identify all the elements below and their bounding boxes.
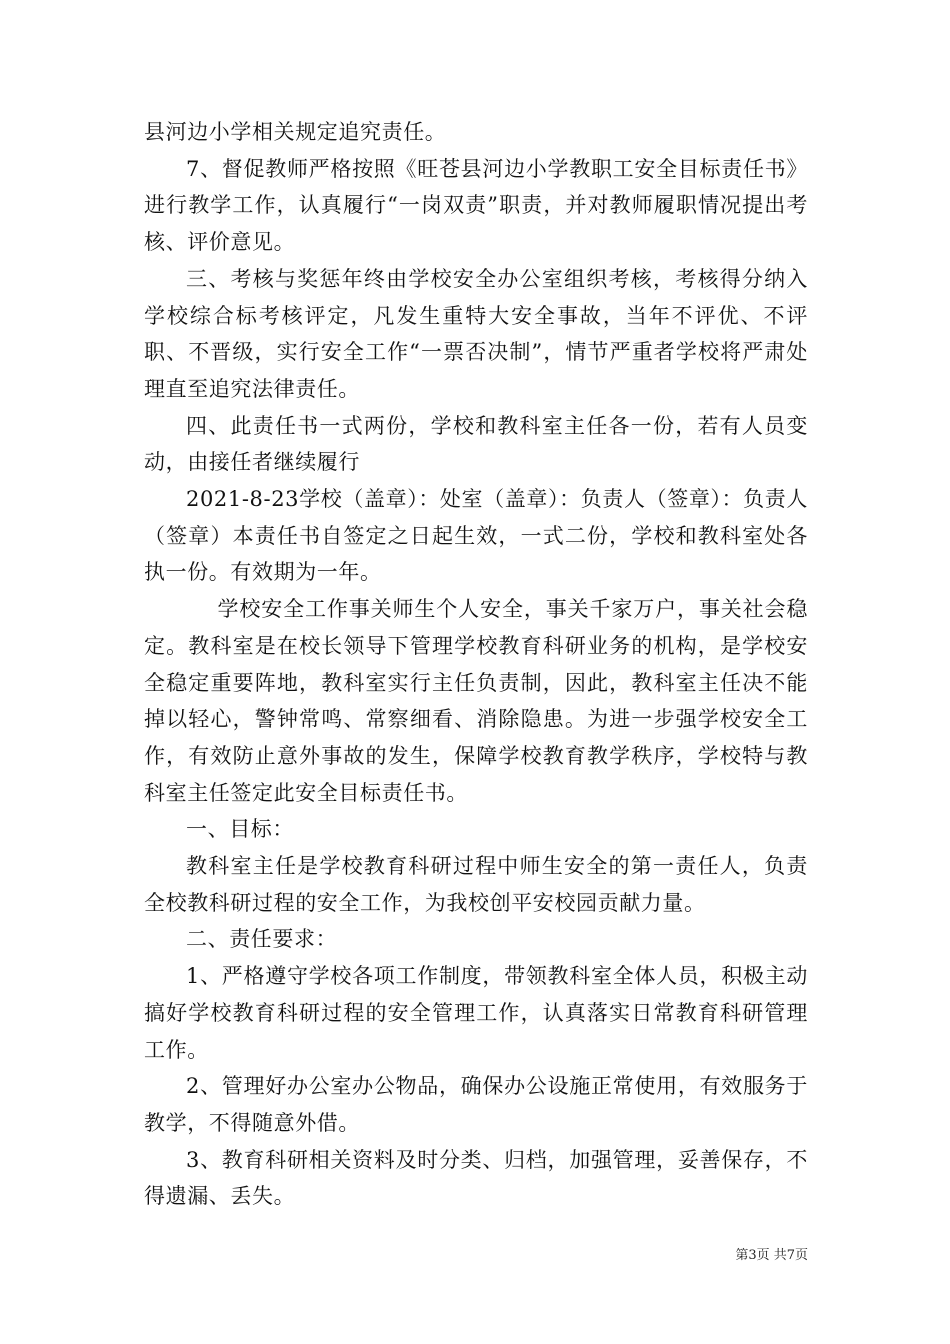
document-body: [144, 114, 808, 1215]
paragraph-section-4: 四、此责任书一式两份，学校和教科室主任各一份，若有人员变动，由接任者继续履行: [144, 413, 808, 475]
page-number: 第3页 共7页: [735, 1248, 808, 1263]
paragraph-item-2: 2、管理好办公室办公物品，确保办公设施正常使用，有效服务于教学，不得随意外借。: [144, 1074, 808, 1135]
paragraph-section-3: 三、考核与奖惩年终由学校安全办公室组织考核，考核得分纳入学校综合标考核评定，凡发生重特大安全事故，当年不评优、不评职、不晋级，实行安全工作“一票否决制”，情节严重者学校将严肃处理直至追究法律责任。: [144, 266, 808, 401]
paragraph-goal: 教科室主任是学校教育科研过程中师生安全的第一责任人，负责全校教科研过程的安全工作，为我校创平安校园贡献力量。: [144, 854, 808, 915]
heading-goal: 一、目标：: [186, 817, 294, 842]
paragraph-intro: 学校安全工作事关师生个人安全，事关千家万户，事关社会稳定。教科室是在校长领导下管理学校教育科研业务的机构，是学校安全稳定重要阵地，教科室实行主任负责制，因此，教科室主任决不能掉以轻心，警钟常鸣、常察细看、消除隐患。为进一步强学校安全工作，有效防止意外事故的发生，保障学校教育教学秩序，学校特与教科室主任签定此安全目标责任书。: [144, 597, 808, 805]
paragraph-item-3: 3、教育科研相关资料及时分类、归档，加强管理，妥善保存，不得遗漏、丢失。: [144, 1147, 808, 1209]
paragraph-item-1: 1、严格遵守学校各项工作制度，带领教科室全体人员，积极主动搞好学校教育科研过程的安全管理工作，认真落实日常教育科研管理工作。: [144, 964, 808, 1062]
paragraph-item-7: 7、督促教师严格按照《旺苍县河边小学教职工安全目标责任书》进行教学工作，认真履行“一岗双责”职责，并对教师履职情况提出考核、评价意见。: [144, 156, 808, 255]
paragraph-signature: 2021-8-23学校（盖章）：处室（盖章）：负责人（签章）：负责人（签章）本责任书自签定之日起生效，一式二份，学校和教科室处各执一份。有效期为一年。: [144, 487, 808, 585]
paragraph-continuation: 县河边小学相关规定追究责任。: [144, 120, 447, 144]
heading-responsibility: 二、责任要求：: [186, 927, 338, 952]
